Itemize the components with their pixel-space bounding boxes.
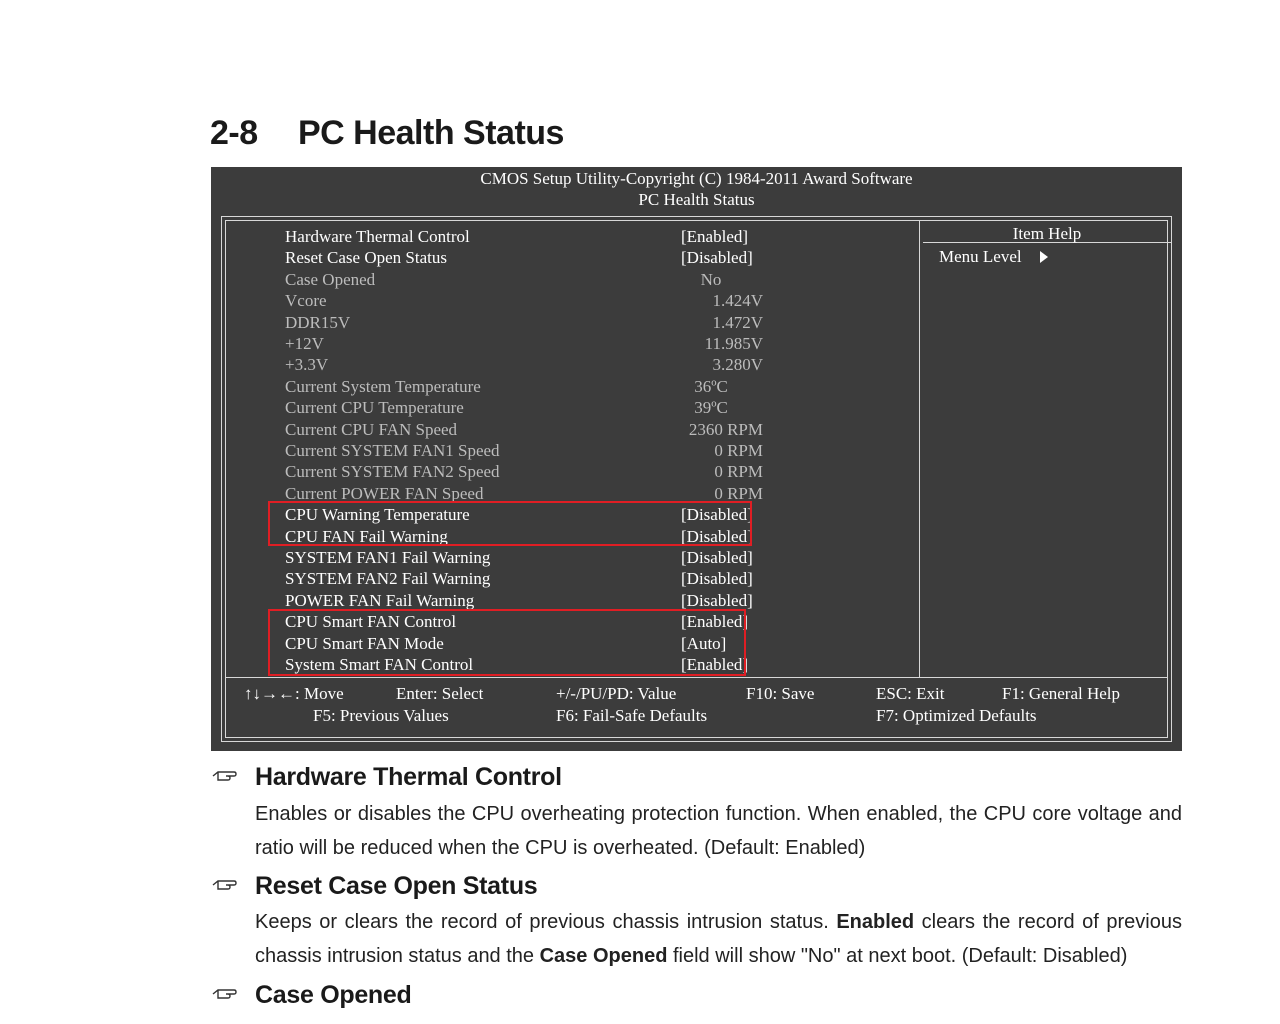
setting-label: SYSTEM FAN2 Fail Warning [285, 569, 491, 589]
key-select: Enter: Select [396, 684, 484, 703]
bios-setting-row[interactable] [226, 226, 926, 247]
setting-label: Current CPU FAN Speed [285, 419, 458, 439]
keys-separator [226, 677, 1167, 678]
item-description-hardware-thermal [255, 797, 1182, 865]
setting-label: Current POWER FAN Speed [285, 483, 484, 503]
highlight-box-smart-fan [268, 609, 749, 676]
setting-value[interactable]: [Enabled] [681, 227, 749, 246]
desc-line [255, 905, 1182, 939]
setting-value[interactable]: [Enabled] [681, 612, 749, 632]
setting-label: CPU FAN Fail Warning [285, 526, 448, 546]
bios-setting-row [226, 333, 926, 354]
setting-value: 1.472V [712, 312, 763, 332]
bios-setting-row [226, 397, 926, 418]
key-failsafe-defaults: F6: Fail-Safe Defaults [556, 706, 708, 725]
setting-value[interactable]: [Enabled] [681, 655, 749, 674]
bios-setting-row [226, 354, 926, 375]
setting-value[interactable]: [Disabled] [681, 248, 753, 268]
menu-level-label: Menu Level [939, 247, 1022, 266]
section-title: PC Health Status [298, 114, 564, 152]
key-exit: ESC: Exit [876, 684, 945, 703]
setting-value: 0 RPM [714, 462, 763, 482]
desc-bold-enabled: Enabled [836, 911, 915, 933]
bios-frame [221, 216, 1172, 742]
setting-value: 0 RPM [714, 441, 763, 460]
setting-label: CPU Smart FAN Mode [285, 633, 444, 653]
setting-label: Reset Case Open Status [285, 248, 447, 268]
setting-value: 2360 RPM [688, 419, 763, 439]
bios-setting-row [226, 376, 926, 397]
setting-value[interactable]: [Disabled] [681, 526, 753, 546]
bios-setting-row [226, 461, 926, 482]
setting-label: +12V [285, 334, 324, 353]
setting-value: 1.424V [712, 291, 763, 311]
setting-label: CPU Warning Temperature [285, 505, 470, 525]
setting-value[interactable]: [Disabled] [681, 505, 753, 525]
setting-value[interactable]: [Auto] [681, 633, 727, 653]
bios-frame-inner [225, 220, 1168, 738]
setting-label: Current CPU Temperature [285, 398, 464, 418]
bios-setting-row[interactable] [226, 568, 926, 589]
section-number: 2-8 [210, 114, 258, 152]
desc-text: clears the record of previous [914, 911, 1182, 933]
key-previous-values: F5: Previous Values [313, 706, 449, 725]
setting-label: Vcore [285, 291, 327, 311]
setting-label: Case Opened [285, 269, 376, 289]
setting-label: Current SYSTEM FAN2 Speed [285, 462, 500, 482]
setting-value: No [700, 269, 722, 289]
setting-label: CPU Smart FAN Control [285, 612, 457, 632]
desc-bold-case-opened: Case Opened [539, 945, 668, 967]
setting-value[interactable]: [Disabled] [681, 548, 753, 567]
desc-text: chassis intrusion status and the [255, 945, 540, 967]
pointing-hand-icon [212, 987, 238, 1001]
setting-label: Current SYSTEM FAN1 Speed [285, 441, 500, 460]
setting-value[interactable]: [Disabled] [681, 590, 753, 610]
setting-label: SYSTEM FAN1 Fail Warning [285, 548, 491, 567]
pointing-hand-icon [212, 769, 238, 783]
item-heading-case-opened: Case Opened [255, 981, 412, 1009]
setting-value: 36ºC [694, 376, 728, 396]
bios-setting-row [226, 269, 926, 290]
bios-setting-row[interactable] [226, 247, 926, 268]
setting-label: Hardware Thermal Control [285, 227, 470, 246]
setting-label: System Smart FAN Control [285, 655, 474, 674]
key-general-help: F1: General Help [1002, 684, 1121, 703]
pointing-hand-icon [212, 878, 238, 892]
bios-setting-row [226, 440, 926, 461]
setting-value: 0 RPM [714, 483, 763, 503]
highlight-box-warnings [268, 501, 752, 546]
bios-title-line2: PC Health Status [638, 190, 755, 209]
setting-label: DDR15V [285, 312, 351, 332]
item-heading-reset-case: Reset Case Open Status [255, 872, 538, 900]
key-value: +/-/PU/PD: Value [556, 684, 677, 703]
item-heading-hardware-thermal: Hardware Thermal Control [255, 763, 562, 791]
desc-line: Enables or disables the CPU overheating protection function. When enabled, the CPU core voltage and [255, 803, 1182, 825]
setting-value: 39ºC [694, 398, 728, 418]
key-optimized-defaults: F7: Optimized Defaults [876, 706, 1037, 725]
section-heading [210, 114, 564, 153]
setting-value[interactable]: [Disabled] [681, 569, 753, 589]
desc-line: ratio will be reduced when the CPU is overheated. (Default: Enabled) [255, 837, 866, 859]
desc-line [255, 939, 1182, 973]
setting-label: POWER FAN Fail Warning [285, 590, 475, 610]
key-move: ↑↓→←: Move [244, 684, 344, 703]
menu-level [939, 246, 1048, 268]
bios-setting-row [226, 312, 926, 333]
desc-text: Keeps or clears the record of previous chassis intrusion status. [255, 911, 837, 933]
key-save: F10: Save [746, 684, 815, 703]
bios-screenshot [211, 167, 1182, 751]
item-help-title: Item Help [1012, 224, 1082, 243]
bios-setting-row [226, 419, 926, 440]
bios-setting-row[interactable] [226, 590, 926, 611]
setting-value: 11.985V [704, 334, 763, 353]
desc-text: field will show "No" at next boot. (Default: Disabled) [667, 945, 1128, 967]
bios-title-line1: CMOS Setup Utility-Copyright (C) 1984-2011 Award Software [480, 169, 913, 188]
setting-value: 3.280V [712, 355, 763, 375]
setting-label: +3.3V [285, 355, 329, 375]
bios-setting-row [226, 290, 926, 311]
setting-label: Current System Temperature [285, 376, 481, 396]
item-description-reset-case [255, 905, 1182, 973]
triangle-right-icon [1040, 251, 1048, 263]
bios-setting-row[interactable] [226, 547, 926, 568]
